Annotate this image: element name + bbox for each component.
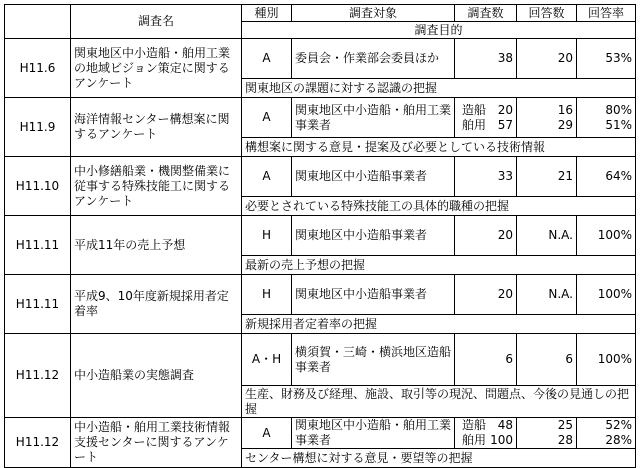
survey-purpose: 新規採用者定着率の把握 (242, 315, 636, 334)
survey-target: 横須賀・三崎・横浜地区造船事業者 (292, 334, 455, 386)
count-value: 33 (497, 169, 513, 183)
survey-date: H11.11 (5, 275, 71, 334)
survey-count (455, 98, 517, 138)
count-label (458, 287, 462, 302)
responses-value: 21 (557, 169, 573, 183)
count-label: 舶用 (462, 117, 487, 132)
survey-type: A・H (242, 334, 292, 386)
count-line (458, 118, 513, 133)
responses-value: N.A. (548, 287, 573, 301)
table-row (5, 275, 636, 315)
survey-target: 関東地区中小造船・舶用工業事業者 (292, 98, 455, 138)
survey-target: 関東地区中小造船事業者 (292, 216, 455, 256)
count-value: 6 (505, 352, 513, 366)
count-value: 20 (497, 102, 513, 117)
responses-value: 16 (557, 102, 573, 117)
survey-purpose: 最新の売上予想の把握 (242, 256, 636, 275)
survey-date: H11.9 (5, 98, 71, 157)
count-line (458, 418, 513, 433)
survey-table (4, 4, 636, 468)
count-value: 20 (497, 287, 513, 301)
survey-rate (577, 418, 636, 449)
survey-responses (517, 418, 577, 449)
survey-name: 中小修繕船業・機関整備業に従事する特殊技能工に関するアンケート (71, 157, 242, 216)
rate-value: 51% (605, 117, 632, 132)
survey-purpose: センター構想に対する意見・要望等の把握 (242, 449, 636, 468)
rate-value: 64% (605, 169, 632, 183)
survey-count (455, 39, 517, 79)
survey-date: H11.11 (5, 216, 71, 275)
responses-value: 25 (557, 418, 573, 432)
count-label (458, 51, 462, 66)
survey-rate (577, 98, 636, 138)
responses-value: 28 (557, 433, 573, 447)
table-row (5, 98, 636, 138)
type-column-header: 種別 (242, 5, 292, 22)
survey-count (455, 275, 517, 315)
survey-date: H11.12 (5, 418, 71, 468)
survey-target: 委員会・作業部会委員ほか (292, 39, 455, 79)
rate-value: 52% (605, 418, 632, 432)
responses-column-header: 回答数 (517, 5, 577, 22)
survey-responses (517, 98, 577, 138)
survey-purpose: 生産、財務及び経理、施設、取引等の現況、問題点、今後の見通しの把握 (242, 386, 636, 418)
survey-date: H11.12 (5, 334, 71, 418)
survey-responses (517, 275, 577, 315)
survey-rate (577, 334, 636, 386)
count-label: 舶用 (462, 433, 487, 447)
survey-type: A (242, 39, 292, 79)
survey-name: 平成11年の売上予想 (71, 216, 242, 275)
survey-type: H (242, 216, 292, 256)
count-line (458, 433, 513, 448)
table-row (5, 418, 636, 449)
table-row (5, 39, 636, 79)
count-value: 100 (490, 433, 513, 447)
survey-target: 関東地区中小造船事業者 (292, 157, 455, 197)
survey-type: H (242, 275, 292, 315)
survey-responses (517, 157, 577, 197)
responses-value: 6 (565, 352, 573, 366)
count-label: 造船 (462, 102, 487, 117)
survey-purpose: 構想案に関する意見・提案及び必要としている技術情報 (242, 138, 636, 157)
count-line (458, 228, 513, 243)
count-label (458, 228, 462, 243)
count-label: 造船 (462, 418, 487, 432)
table-row (5, 216, 636, 256)
count-line (458, 103, 513, 118)
survey-name: 中小造船業の実態調査 (71, 334, 242, 418)
rate-value: 80% (605, 102, 632, 117)
count-line (458, 287, 513, 302)
survey-count (455, 334, 517, 386)
survey-date: H11.6 (5, 39, 71, 98)
rate-value: 28% (605, 433, 632, 447)
rate-value: 100% (597, 352, 632, 366)
purpose-column-header: 調査目的 (242, 22, 636, 39)
survey-date: H11.10 (5, 157, 71, 216)
survey-rate (577, 275, 636, 315)
survey-count (455, 216, 517, 256)
count-line (458, 169, 513, 184)
rate-column-header: 回答率 (577, 5, 636, 22)
rate-value: 100% (597, 287, 632, 301)
count-label (458, 169, 462, 184)
survey-count (455, 157, 517, 197)
survey-purpose: 関東地区の課題に対する認識の把握 (242, 79, 636, 98)
rate-value: 53% (605, 51, 632, 65)
count-line (458, 352, 513, 367)
survey-target: 関東地区中小造船事業者 (292, 275, 455, 315)
survey-target: 関東地区中小造船・舶用工業事業者 (292, 418, 455, 449)
responses-value: N.A. (548, 228, 573, 242)
survey-name: 平成9、10年度新規採用者定着率 (71, 275, 242, 334)
table-row (5, 157, 636, 197)
survey-rate (577, 157, 636, 197)
name-column-header: 調査名 (71, 5, 242, 39)
survey-type: A (242, 98, 292, 138)
survey-responses (517, 334, 577, 386)
responses-value: 20 (557, 51, 573, 65)
count-value: 20 (497, 228, 513, 242)
target-column-header: 調査対象 (292, 5, 455, 22)
count-column-header: 調査数 (455, 5, 517, 22)
table-row (5, 334, 636, 386)
survey-count (455, 418, 517, 449)
survey-responses (517, 216, 577, 256)
rate-value: 100% (597, 228, 632, 242)
header-row (5, 5, 636, 22)
survey-rate (577, 216, 636, 256)
survey-rate (577, 39, 636, 79)
count-value: 57 (497, 117, 513, 132)
survey-type: A (242, 157, 292, 197)
survey-responses (517, 39, 577, 79)
count-value: 48 (497, 418, 513, 432)
survey-name: 中小造船・舶用工業技術情報支援センターに関するアンケート (71, 418, 242, 468)
count-line (458, 51, 513, 66)
date-column-header (5, 5, 71, 39)
count-value: 38 (497, 51, 513, 65)
survey-purpose: 必要とされている特殊技能工の具体的職種の把握 (242, 197, 636, 216)
responses-value: 29 (557, 117, 573, 132)
survey-name: 海洋情報センター構想案に関するアンケート (71, 98, 242, 157)
survey-type: A (242, 418, 292, 449)
count-label (458, 352, 462, 367)
survey-name: 関東地区中小造船・舶用工業の地域ビジョン策定に関するアンケート (71, 39, 242, 98)
